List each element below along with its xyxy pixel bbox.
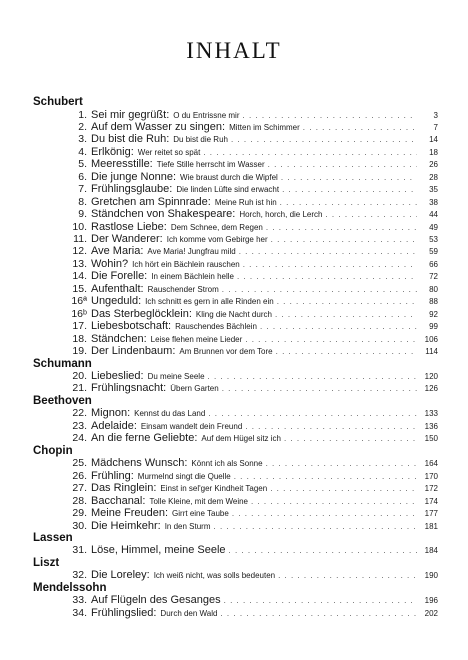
dot-leader	[224, 596, 417, 605]
entry-number: 25.	[72, 457, 87, 470]
song-title: Aufenthalt:	[91, 282, 144, 295]
page-number: 172	[424, 484, 438, 494]
entry-number: 6.	[78, 170, 87, 183]
page-number: 106	[424, 334, 438, 344]
song-title: Liebeslied:	[91, 370, 144, 382]
dot-leader	[220, 609, 417, 618]
entry-number: 18.	[72, 332, 87, 345]
song-incipit: In den Sturm	[164, 521, 211, 531]
song-title: Auf Flügeln des Gesanges	[91, 594, 221, 607]
toc-entry[interactable]	[0, 345, 468, 357]
dot-leader	[282, 185, 417, 194]
dot-leader	[208, 409, 417, 418]
dot-leader	[275, 310, 417, 319]
composer-heading: Liszt	[33, 556, 60, 569]
song-incipit: Tiefe Stille herrscht im Wasser	[156, 160, 265, 170]
toc-entry[interactable]	[0, 196, 468, 208]
page-number: 59	[429, 247, 438, 257]
page-number: 53	[429, 235, 438, 244]
page-number: 190	[424, 571, 438, 581]
toc-entry[interactable]	[0, 320, 468, 332]
song-incipit: Ich komme vom Gebirge her	[166, 235, 268, 244]
song-title: Die Forelle:	[91, 270, 148, 283]
song-title: Liebesbotschaft:	[91, 320, 172, 333]
song-title: Bacchanal:	[91, 494, 146, 507]
toc-entry[interactable]	[0, 333, 468, 345]
song-incipit: Leise flehen meine Lieder	[150, 334, 243, 344]
entry-number: 8.	[78, 195, 87, 208]
song-title: Der Lindenbaum:	[91, 345, 176, 358]
dot-leader	[277, 297, 417, 306]
composer-heading: Chopin	[33, 444, 73, 457]
toc-entry[interactable]	[0, 457, 468, 469]
toc-entry[interactable]	[0, 109, 468, 121]
toc-entry[interactable]	[0, 420, 468, 432]
entry-number: 31.	[72, 544, 87, 557]
dot-leader	[270, 484, 417, 493]
toc-entry[interactable]	[0, 283, 468, 295]
song-title: Die Heimkehr:	[91, 519, 161, 532]
toc-entry[interactable]	[0, 133, 468, 145]
dot-leader	[203, 148, 417, 157]
composer-heading: Lassen	[33, 531, 73, 544]
composer-heading: Beethoven	[33, 394, 92, 407]
song-incipit: Murmelnd singt die Quelle	[137, 471, 231, 481]
page-number: 126	[424, 384, 438, 394]
song-title: Frühling:	[91, 469, 134, 482]
page-number: 35	[429, 185, 438, 195]
dot-leader	[237, 272, 417, 281]
dot-leader	[245, 335, 417, 344]
toc-entry[interactable]	[0, 569, 468, 581]
dot-leader	[276, 347, 417, 356]
page-number: 202	[424, 608, 438, 618]
dot-leader	[260, 322, 417, 331]
song-title: Sei mir gegrüßt:	[91, 108, 170, 121]
entry-number: 1.	[78, 108, 87, 121]
song-title: Mignon:	[91, 407, 131, 420]
toc-entry[interactable]	[0, 520, 468, 532]
entry-number: 7.	[78, 183, 87, 196]
toc-entry[interactable]	[0, 544, 468, 556]
song-title: An die ferne Geliebte:	[91, 432, 198, 445]
page-number: 38	[429, 197, 438, 207]
song-title: Ave Maria:	[91, 245, 144, 258]
page-number: 49	[429, 222, 438, 232]
song-title: Meeresstille:	[91, 158, 153, 171]
page-number: 120	[424, 372, 438, 381]
page-number: 88	[429, 297, 438, 307]
song-incipit: Ich hört ein Bächlein rauschen	[132, 259, 240, 269]
song-incipit: Ich weiß nicht, was solls bedeuten	[153, 571, 276, 581]
dot-leader	[239, 247, 417, 256]
song-incipit: Am Brunnen vor dem Tore	[179, 347, 273, 357]
dot-leader	[251, 497, 417, 506]
entry-number: 33.	[72, 594, 87, 607]
page-number: 44	[429, 210, 438, 220]
song-title: Ungeduld:	[91, 295, 142, 308]
page-number: 18	[429, 147, 438, 157]
song-title: Löse, Himmel, meine Seele	[91, 544, 226, 557]
song-incipit: Du bist die Ruh	[173, 135, 228, 145]
page-number: 72	[429, 272, 438, 282]
entry-number: 28.	[72, 494, 87, 507]
song-incipit: Meine Ruh ist hin	[214, 197, 277, 207]
dot-leader	[208, 372, 417, 381]
toc-entry[interactable]	[0, 470, 468, 482]
entry-number: 5.	[78, 158, 87, 171]
entry-number: 21.	[72, 382, 87, 395]
toc-entry[interactable]	[0, 146, 468, 158]
song-incipit: Auf dem Hügel sitz ich	[201, 434, 281, 444]
dot-leader	[281, 173, 417, 182]
page-number: 181	[424, 521, 438, 531]
dot-leader	[234, 472, 417, 481]
entry-number: 22.	[72, 407, 87, 420]
toc-entry[interactable]	[0, 208, 468, 220]
entry-number: 30.	[72, 519, 87, 532]
page-number: 136	[424, 421, 438, 431]
entry-number: 4.	[78, 145, 87, 158]
entry-number: 17.	[72, 320, 87, 333]
page-number: 164	[424, 459, 438, 469]
entry-number: 29.	[72, 507, 87, 520]
page-number: 196	[424, 596, 438, 606]
toc-entry[interactable]	[0, 482, 468, 494]
entry-number: 16ª	[71, 295, 87, 308]
page-number: 184	[424, 546, 438, 556]
composer-heading: Schubert	[33, 96, 83, 108]
dot-leader	[222, 285, 417, 294]
song-title: Das Sterbeglöcklein:	[91, 307, 192, 320]
entry-number: 3.	[78, 133, 87, 146]
page-number: 3	[433, 110, 438, 120]
page-number: 28	[429, 172, 438, 182]
dot-leader	[243, 260, 417, 269]
entry-number: 34.	[72, 606, 87, 619]
dot-leader	[278, 571, 417, 580]
page-number: 114	[425, 347, 438, 357]
song-incipit: Du meine Seele	[147, 372, 205, 381]
song-incipit: Girrt eine Taube	[172, 509, 229, 519]
page-number: 150	[424, 434, 438, 444]
entry-number: 16ᵇ	[71, 307, 87, 320]
dot-leader	[222, 384, 417, 393]
song-incipit: Rauschender Strom	[147, 284, 219, 294]
song-incipit: Ave Maria! Jungfrau mild	[147, 247, 236, 257]
page-number: 66	[429, 259, 438, 269]
dot-leader	[245, 422, 417, 431]
page-number: 26	[429, 160, 438, 170]
page-title: INHALT	[186, 38, 282, 63]
song-title: Frühlingsnacht:	[91, 382, 167, 395]
dot-leader	[325, 210, 417, 219]
song-incipit: Dem Schnee, dem Regen	[170, 222, 263, 232]
page-number: 99	[429, 322, 438, 332]
song-incipit: Kennst du das Land	[134, 409, 206, 419]
entry-number: 32.	[72, 569, 87, 582]
entry-number: 11.	[73, 233, 87, 245]
song-title: Erlkönig:	[91, 145, 134, 158]
song-incipit: Horch, horch, die Lerch	[239, 210, 323, 220]
song-title: Das Ringlein:	[91, 482, 157, 495]
song-title: Meine Freuden:	[91, 507, 169, 520]
toc-entry[interactable]	[0, 121, 468, 133]
dot-leader	[214, 522, 418, 531]
song-title: Wohin?	[91, 257, 129, 270]
song-incipit: Durch den Wald	[160, 608, 218, 618]
entry-number: 2.	[78, 120, 87, 133]
song-incipit: Rauschendes Bächlein	[175, 322, 257, 332]
toc-entry[interactable]	[0, 245, 468, 257]
song-title: Ständchen von Shakespeare:	[91, 208, 236, 221]
entry-number: 27.	[72, 482, 87, 495]
toc-entry[interactable]	[0, 594, 468, 606]
song-title: Adelaide:	[91, 419, 137, 432]
song-title: Der Wanderer:	[91, 233, 163, 245]
dot-leader	[266, 223, 417, 232]
song-title: Gretchen am Spinnrade:	[91, 195, 211, 208]
entry-number: 23.	[72, 419, 87, 432]
song-incipit: Wie braust durch die Wipfel	[180, 172, 278, 182]
song-title: Mädchens Wunsch:	[91, 457, 188, 470]
dot-leader	[266, 459, 417, 468]
toc-entry[interactable]	[0, 607, 468, 619]
toc-entry[interactable]	[0, 370, 468, 382]
toc-entry[interactable]	[0, 270, 468, 282]
entry-number: 14.	[72, 270, 87, 283]
toc-entry[interactable]	[0, 258, 468, 270]
entry-number: 10.	[72, 220, 87, 233]
toc-entry[interactable]	[0, 308, 468, 320]
song-incipit: Tolle Kleine, mit dem Weine	[149, 496, 248, 506]
entry-number: 24.	[72, 432, 87, 445]
song-incipit: Übern Garten	[170, 384, 219, 394]
song-title: Frühlingslied:	[91, 606, 157, 619]
dot-leader	[268, 160, 417, 169]
entry-number: 15.	[72, 282, 87, 295]
toc-entry[interactable]	[0, 183, 468, 195]
song-incipit: In einem Bächlein helle	[151, 272, 234, 282]
entry-number: 20.	[72, 370, 87, 382]
page-number: 177	[424, 509, 438, 519]
page-number: 14	[429, 135, 438, 145]
song-title: Frühlingsglaube:	[91, 183, 173, 196]
song-incipit: Kling die Nacht durch	[195, 309, 272, 319]
song-incipit: Einst in sel'ger Kindheit Tagen	[160, 484, 268, 494]
composer-heading: Schumann	[33, 357, 92, 370]
song-incipit: Könnt ich als Sonne	[191, 459, 263, 469]
page-number: 80	[429, 284, 438, 294]
toc-entry[interactable]	[0, 171, 468, 183]
song-title: Die junge Nonne:	[91, 170, 177, 183]
page-number: 170	[424, 471, 438, 481]
dot-leader	[280, 198, 417, 207]
dot-leader	[229, 546, 417, 555]
entry-number: 9.	[78, 208, 87, 221]
dot-leader	[284, 434, 417, 443]
toc-entry[interactable]	[0, 221, 468, 233]
entry-number: 19.	[72, 345, 87, 358]
page-number: 133	[424, 409, 438, 419]
toc-entry[interactable]	[0, 382, 468, 394]
toc-entry[interactable]	[0, 507, 468, 519]
song-incipit: O du Entrissne mir	[173, 110, 240, 120]
dot-leader	[243, 111, 418, 120]
toc-entry[interactable]	[0, 233, 468, 245]
page-number: 92	[429, 309, 438, 319]
song-incipit: Einsam wandelt dein Freund	[140, 421, 243, 431]
song-title: Ständchen:	[91, 332, 147, 345]
entry-number: 26.	[72, 469, 87, 482]
song-incipit: Wer reitet so spät	[137, 147, 201, 157]
toc-entry[interactable]	[0, 158, 468, 170]
song-incipit: Die linden Lüfte sind erwacht	[176, 185, 280, 195]
song-title: Du bist die Ruh:	[91, 133, 170, 146]
dot-leader	[303, 123, 417, 132]
entry-number: 13.	[72, 257, 87, 270]
song-incipit: Mitten im Schimmer	[229, 122, 300, 132]
dot-leader	[271, 235, 417, 244]
song-title: Rastlose Liebe:	[91, 220, 167, 233]
toc-entry[interactable]	[0, 432, 468, 444]
dot-leader	[231, 135, 417, 144]
toc-entry[interactable]	[0, 495, 468, 507]
toc-entry[interactable]	[0, 295, 468, 307]
song-title: Die Loreley:	[91, 569, 150, 582]
page-number: 7	[433, 122, 438, 132]
song-incipit: Ich schnitt es gern in alle Rinden ein	[145, 297, 274, 307]
song-title: Auf dem Wasser zu singen:	[91, 120, 226, 133]
toc-entry[interactable]	[0, 407, 468, 419]
entry-number: 12.	[72, 245, 87, 258]
page-number: 174	[424, 496, 438, 506]
composer-heading: Mendelssohn	[33, 581, 107, 594]
dot-leader	[232, 509, 417, 518]
